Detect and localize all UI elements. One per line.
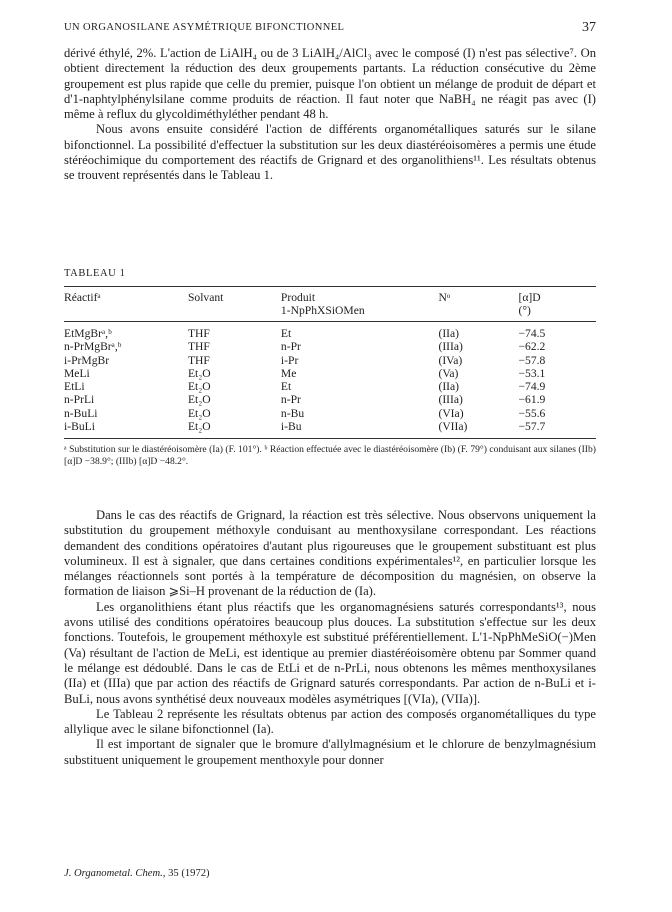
cell-product: Et: [280, 380, 292, 394]
cell-reagent: n-PrMgBrᵃ,ᵇ: [64, 340, 122, 354]
results-table: [64, 286, 596, 439]
cell-rotation: −62.2: [518, 340, 546, 354]
table-row: [64, 380, 596, 393]
cell-solvent: Et₂O: [187, 366, 211, 380]
cell-solvent: THF: [187, 340, 210, 354]
cell-reagent: EtLi: [64, 380, 85, 394]
cell-rotation: −57.7: [519, 420, 597, 439]
cell-reagent: i-PrMgBr: [64, 353, 110, 367]
journal-name: J. Organometal. Chem.,: [64, 868, 166, 879]
cell-rotation: −74.5: [518, 327, 546, 340]
cell-number: (IIIa): [438, 393, 463, 407]
header-solvent: Solvant: [188, 287, 281, 305]
header-number: Nᵒ: [438, 287, 518, 305]
cell-number: (VIa): [438, 406, 464, 420]
cell-rotation: −55.6: [518, 406, 546, 420]
cell-product: Me: [280, 366, 297, 380]
page-number: 37: [582, 20, 596, 35]
body-text-top: [64, 46, 596, 184]
cell-solvent: Et₂O: [187, 380, 211, 394]
cell-rotation: −53.1: [518, 366, 546, 380]
running-title: UN ORGANOSILANE ASYMÉTRIQUE BIFONCTIONNEL: [64, 22, 345, 33]
table-row: [64, 393, 596, 406]
cell-product: Et: [280, 327, 292, 340]
paragraph: Les organolithiens étant plus réactifs que les organomagnésiens saturés correspondants¹³, nous avons utilisé des conditions opératoires beaucoup plus douces. La substitution s'effectue sur les deux fonctions. Toutefois, le groupement méthoxyle est substitué préférentiellement. L'1-NpPhMeSiO(−)Men (Va) résultant de l'action de MeLi, est identique au premier diastéréoisomère obtenu par Sommer quand le mélange est dédoublé. Dans le cas de EtLi et de n-PrLi, nous obtenons les mêmes menthoxysilanes (IIa) et (IIIa) que par action des réactifs de Grignard saturés correspondants. Par action de n-BuLi et i-BuLi, nous avons synthétisé deux nouveaux modèles asymétriques [(VIa), (VIIa)].: [64, 599, 596, 706]
paragraph: Le Tableau 2 représente les résultats obtenus par action des composés organométalliques du type allylique avec le silane bifonctionnel (Ia).: [64, 706, 596, 737]
cell-number: (IIIa): [438, 340, 463, 354]
cell-product: i-Bu: [281, 420, 439, 439]
cell-reagent: i-BuLi: [64, 420, 188, 439]
header-rotation: [α]D: [519, 287, 597, 305]
page-header: [64, 22, 596, 38]
table-header-row: [64, 287, 596, 305]
cell-solvent: THF: [187, 353, 210, 367]
table-row: [64, 322, 596, 341]
cell-reagent: EtMgBrᵃ,ᵇ: [64, 327, 112, 340]
cell-rotation: −61.9: [518, 393, 546, 407]
paragraph: Il est important de signaler que le bromure d'allylmagnésium et le chlorure de benzylmagnésium substituent uniquement le groupement menthoxyle pour donner: [64, 737, 596, 767]
header-product: Produit: [281, 287, 439, 305]
cell-solvent: Et₂O: [187, 406, 211, 420]
cell-reagent: n-BuLi: [64, 406, 98, 420]
paragraph: Dans le cas des réactifs de Grignard, la réaction est très sélective. Nous observons uniquement la substitution du groupement méthoxyle conduisant au menthoxysilane correspondant. Les réactions demandent des conditions opératoires d'autant plus rigoureuses que le groupement substituant est plus volumineux. Il est à signaler, que dans certaines conditions expérimentales¹², en particulier lorsque les mélanges réactionnels sont portés à la température de décomposition du magnésien, on observe la formation de liaison ⩾Si–H provenant de la réduction de (Ia).: [64, 508, 596, 599]
cell-product: n-Bu: [280, 406, 305, 420]
header-reagent: Réactifᵃ: [64, 287, 188, 305]
table-row: [64, 367, 596, 380]
cell-reagent: MeLi: [64, 366, 90, 380]
table-row: [64, 354, 596, 367]
cell-rotation: −74.9: [518, 380, 546, 394]
journal-citation: [64, 868, 210, 879]
header-rotation-unit: (°): [519, 304, 597, 322]
table-header-row-2: [64, 304, 596, 322]
cell-number: (IIa): [438, 327, 460, 340]
cell-number: (IIa): [438, 380, 460, 394]
cell-solvent: Et₂O: [188, 420, 281, 439]
header-product-formula: 1-NpPhXSiOMen: [281, 304, 439, 322]
paragraph: dérivé éthylé, 2%. L'action de LiAlH₄ ou de 3 LiAlH₄/AlCl₃ avec le composé (I) n'est pas sélective⁷. On obtient directement la réduction des deux groupements partants. La réduction consécutive du 2ème groupement est plus rapide que celle du premier, puisque l'on obtient un mélange de produit de départ et d'1-naphtylphénylsilane comme produits de réaction. Il faut noter que NaBH₄ ne réagit pas avec (I) même à reflux du glycoldiméthyléther pendant 48 h.: [64, 46, 596, 122]
cell-number: (VIIa): [438, 420, 518, 439]
cell-number: (Va): [438, 366, 459, 380]
table-row: [64, 340, 596, 353]
cell-solvent: THF: [187, 327, 210, 340]
paragraph: Nous avons ensuite considéré l'action de différents organométalliques saturés sur le silane bifonctionnel. La possibilité d'effectuer la substitution sur les deux diastéréoisomères a permis une étude stéréochimique du comportement des réactifs de Grignard et des organolithiens¹¹. Les résultats obtenus se trouvent représentés dans le Tableau 1.: [64, 122, 596, 183]
cell-solvent: Et₂O: [187, 393, 211, 407]
table-footnote: ᵃ Substitution sur le diastéréoisomère (Ia) (F. 101°). ᵇ Réaction effectuée avec le diastéréoisomère (Ib) (F. 79°) conduisant aux silanes (IIb) [α]D −38.9°; (IIIb) [α]D −48.2°.: [64, 444, 596, 468]
body-text-bottom: [64, 508, 596, 768]
cell-reagent: n-PrLi: [64, 393, 95, 407]
table-row: [64, 407, 596, 420]
table-label: TABLEAU 1: [64, 268, 126, 279]
cell-product: n-Pr: [280, 340, 301, 354]
cell-rotation: −57.8: [518, 353, 546, 367]
table-row: [64, 420, 596, 439]
cell-product: n-Pr: [280, 393, 301, 407]
journal-volume: 35 (1972): [168, 868, 210, 879]
cell-number: (IVa): [438, 353, 463, 367]
cell-product: i-Pr: [280, 353, 299, 367]
